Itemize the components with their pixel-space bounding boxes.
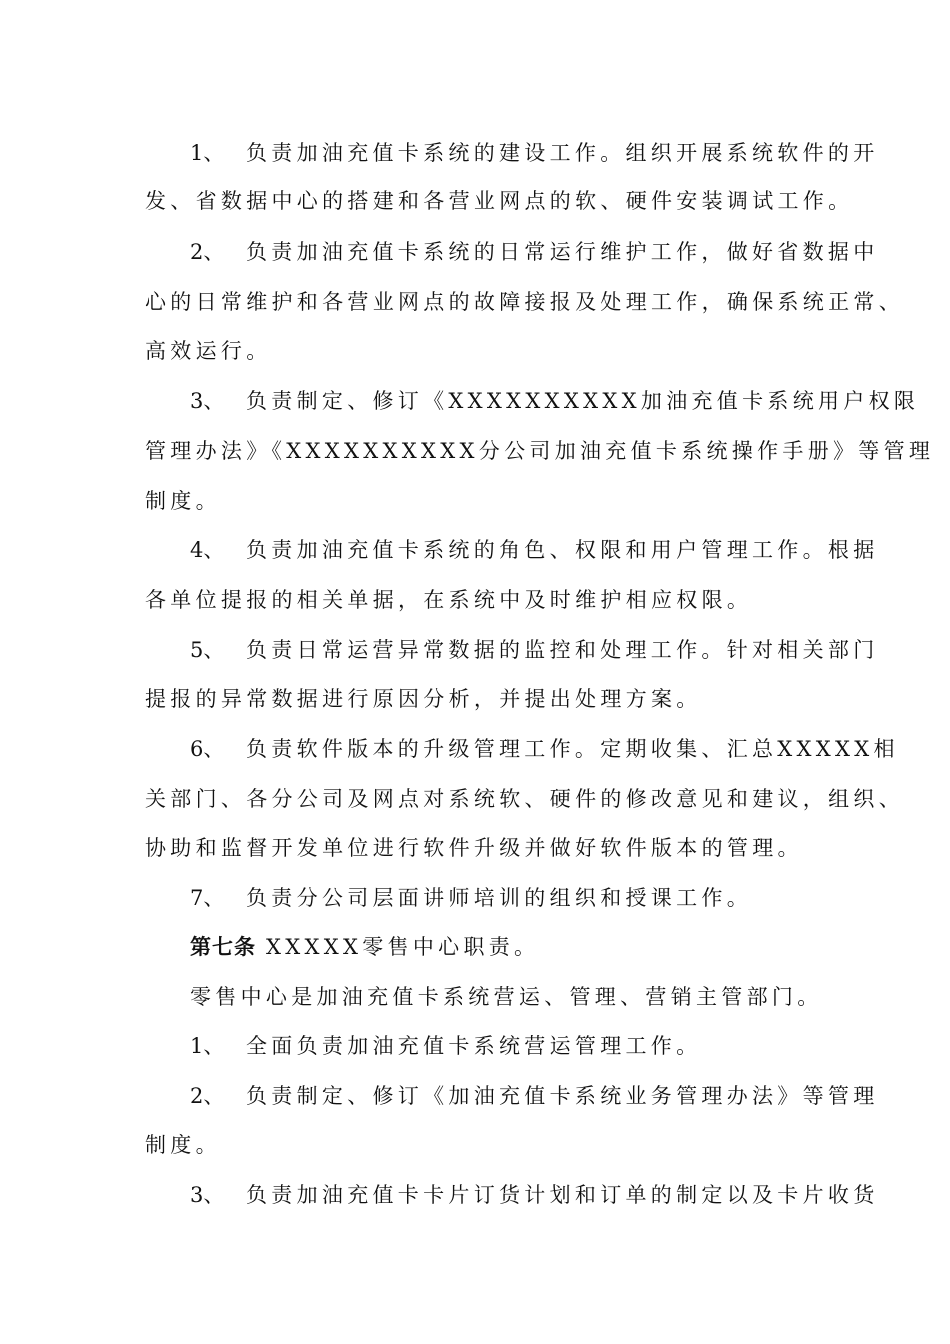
retail-item-2-text-1: 负责制定、修订《加油充值卡系统业务管理办法》等管理 bbox=[246, 1084, 879, 1108]
paragraph-2-text-1: 负责加油充值卡系统的日常运行维护工作，做好省数据中 bbox=[246, 240, 879, 264]
article-heading: 第七条 bbox=[190, 934, 256, 959]
paragraph-2-line-2: 心的日常维护和各营业网点的故障接报及处理工作，确保系统正常、 bbox=[145, 290, 904, 314]
paragraph-5-line-2: 提报的异常数据进行原因分析，并提出处理方案。 bbox=[145, 687, 702, 711]
article-heading-line bbox=[190, 932, 539, 962]
retail-item-2-line-2: 制度。 bbox=[145, 1133, 221, 1157]
paragraph-4-line-2: 各单位提报的相关单据，在系统中及时维护相应权限。 bbox=[145, 588, 753, 612]
paragraph-2-line-1 bbox=[190, 237, 879, 267]
paragraph-3-text-1: 负责制定、修订《XXXXXXXXXX加油充值卡系统用户权限 bbox=[246, 389, 920, 413]
retail-item-3-number: 3、 bbox=[190, 1183, 225, 1207]
retail-item-2-line-1 bbox=[190, 1081, 879, 1111]
paragraph-1-text-1: 负责加油充值卡系统的建设工作。组织开展系统软件的开 bbox=[246, 141, 879, 165]
paragraph-4-number: 4、 bbox=[190, 538, 225, 562]
retail-item-3-text-1: 负责加油充值卡卡片订货计划和订单的制定以及卡片收货 bbox=[246, 1183, 879, 1207]
paragraph-7-line-1 bbox=[190, 883, 752, 913]
paragraph-6-line-1 bbox=[190, 734, 899, 764]
paragraph-4-line-1 bbox=[190, 535, 879, 565]
retail-item-3-line-1 bbox=[190, 1180, 879, 1210]
paragraph-3-line-2: 管理办法》《XXXXXXXXXX分公司加油充值卡系统操作手册》等管理 bbox=[145, 439, 935, 463]
paragraph-4-text-1: 负责加油充值卡系统的角色、权限和用户管理工作。根据 bbox=[246, 538, 879, 562]
paragraph-1-number: 1、 bbox=[190, 141, 225, 165]
retail-item-1-line-1 bbox=[190, 1031, 701, 1061]
article-intro: 零售中心是加油充值卡系统营运、管理、营销主管部门。 bbox=[190, 985, 823, 1009]
paragraph-2-number: 2、 bbox=[190, 240, 225, 264]
retail-item-2-number: 2、 bbox=[190, 1084, 225, 1108]
paragraph-3-line-1 bbox=[190, 386, 919, 416]
retail-item-1-number: 1、 bbox=[190, 1034, 225, 1058]
paragraph-1-line-2: 发、省数据中心的搭建和各营业网点的软、硬件安装调试工作。 bbox=[145, 189, 854, 213]
paragraph-3-line-3: 制度。 bbox=[145, 489, 221, 513]
paragraph-5-number: 5、 bbox=[190, 638, 225, 662]
paragraph-6-number: 6、 bbox=[190, 737, 225, 761]
paragraph-2-line-3: 高效运行。 bbox=[145, 339, 272, 363]
paragraph-5-text-1: 负责日常运营异常数据的监控和处理工作。针对相关部门 bbox=[246, 638, 879, 662]
paragraph-6-line-2: 关部门、各分公司及网点对系统软、硬件的修改意见和建议，组织、 bbox=[145, 787, 904, 811]
paragraph-1-line-1 bbox=[190, 138, 879, 168]
paragraph-7-text-1: 负责分公司层面讲师培训的组织和授课工作。 bbox=[246, 886, 752, 910]
paragraph-6-text-1: 负责软件版本的升级管理工作。定期收集、汇总XXXXX相 bbox=[246, 737, 899, 761]
paragraph-5-line-1 bbox=[190, 635, 879, 665]
retail-item-1-text-1: 全面负责加油充值卡系统营运管理工作。 bbox=[246, 1034, 702, 1058]
paragraph-7-number: 7、 bbox=[190, 886, 225, 910]
paragraph-6-line-3: 协助和监督开发单位进行软件升级并做好软件版本的管理。 bbox=[145, 836, 803, 860]
article-title: XXXXX零售中心职责。 bbox=[266, 935, 540, 959]
paragraph-3-number: 3、 bbox=[190, 389, 225, 413]
